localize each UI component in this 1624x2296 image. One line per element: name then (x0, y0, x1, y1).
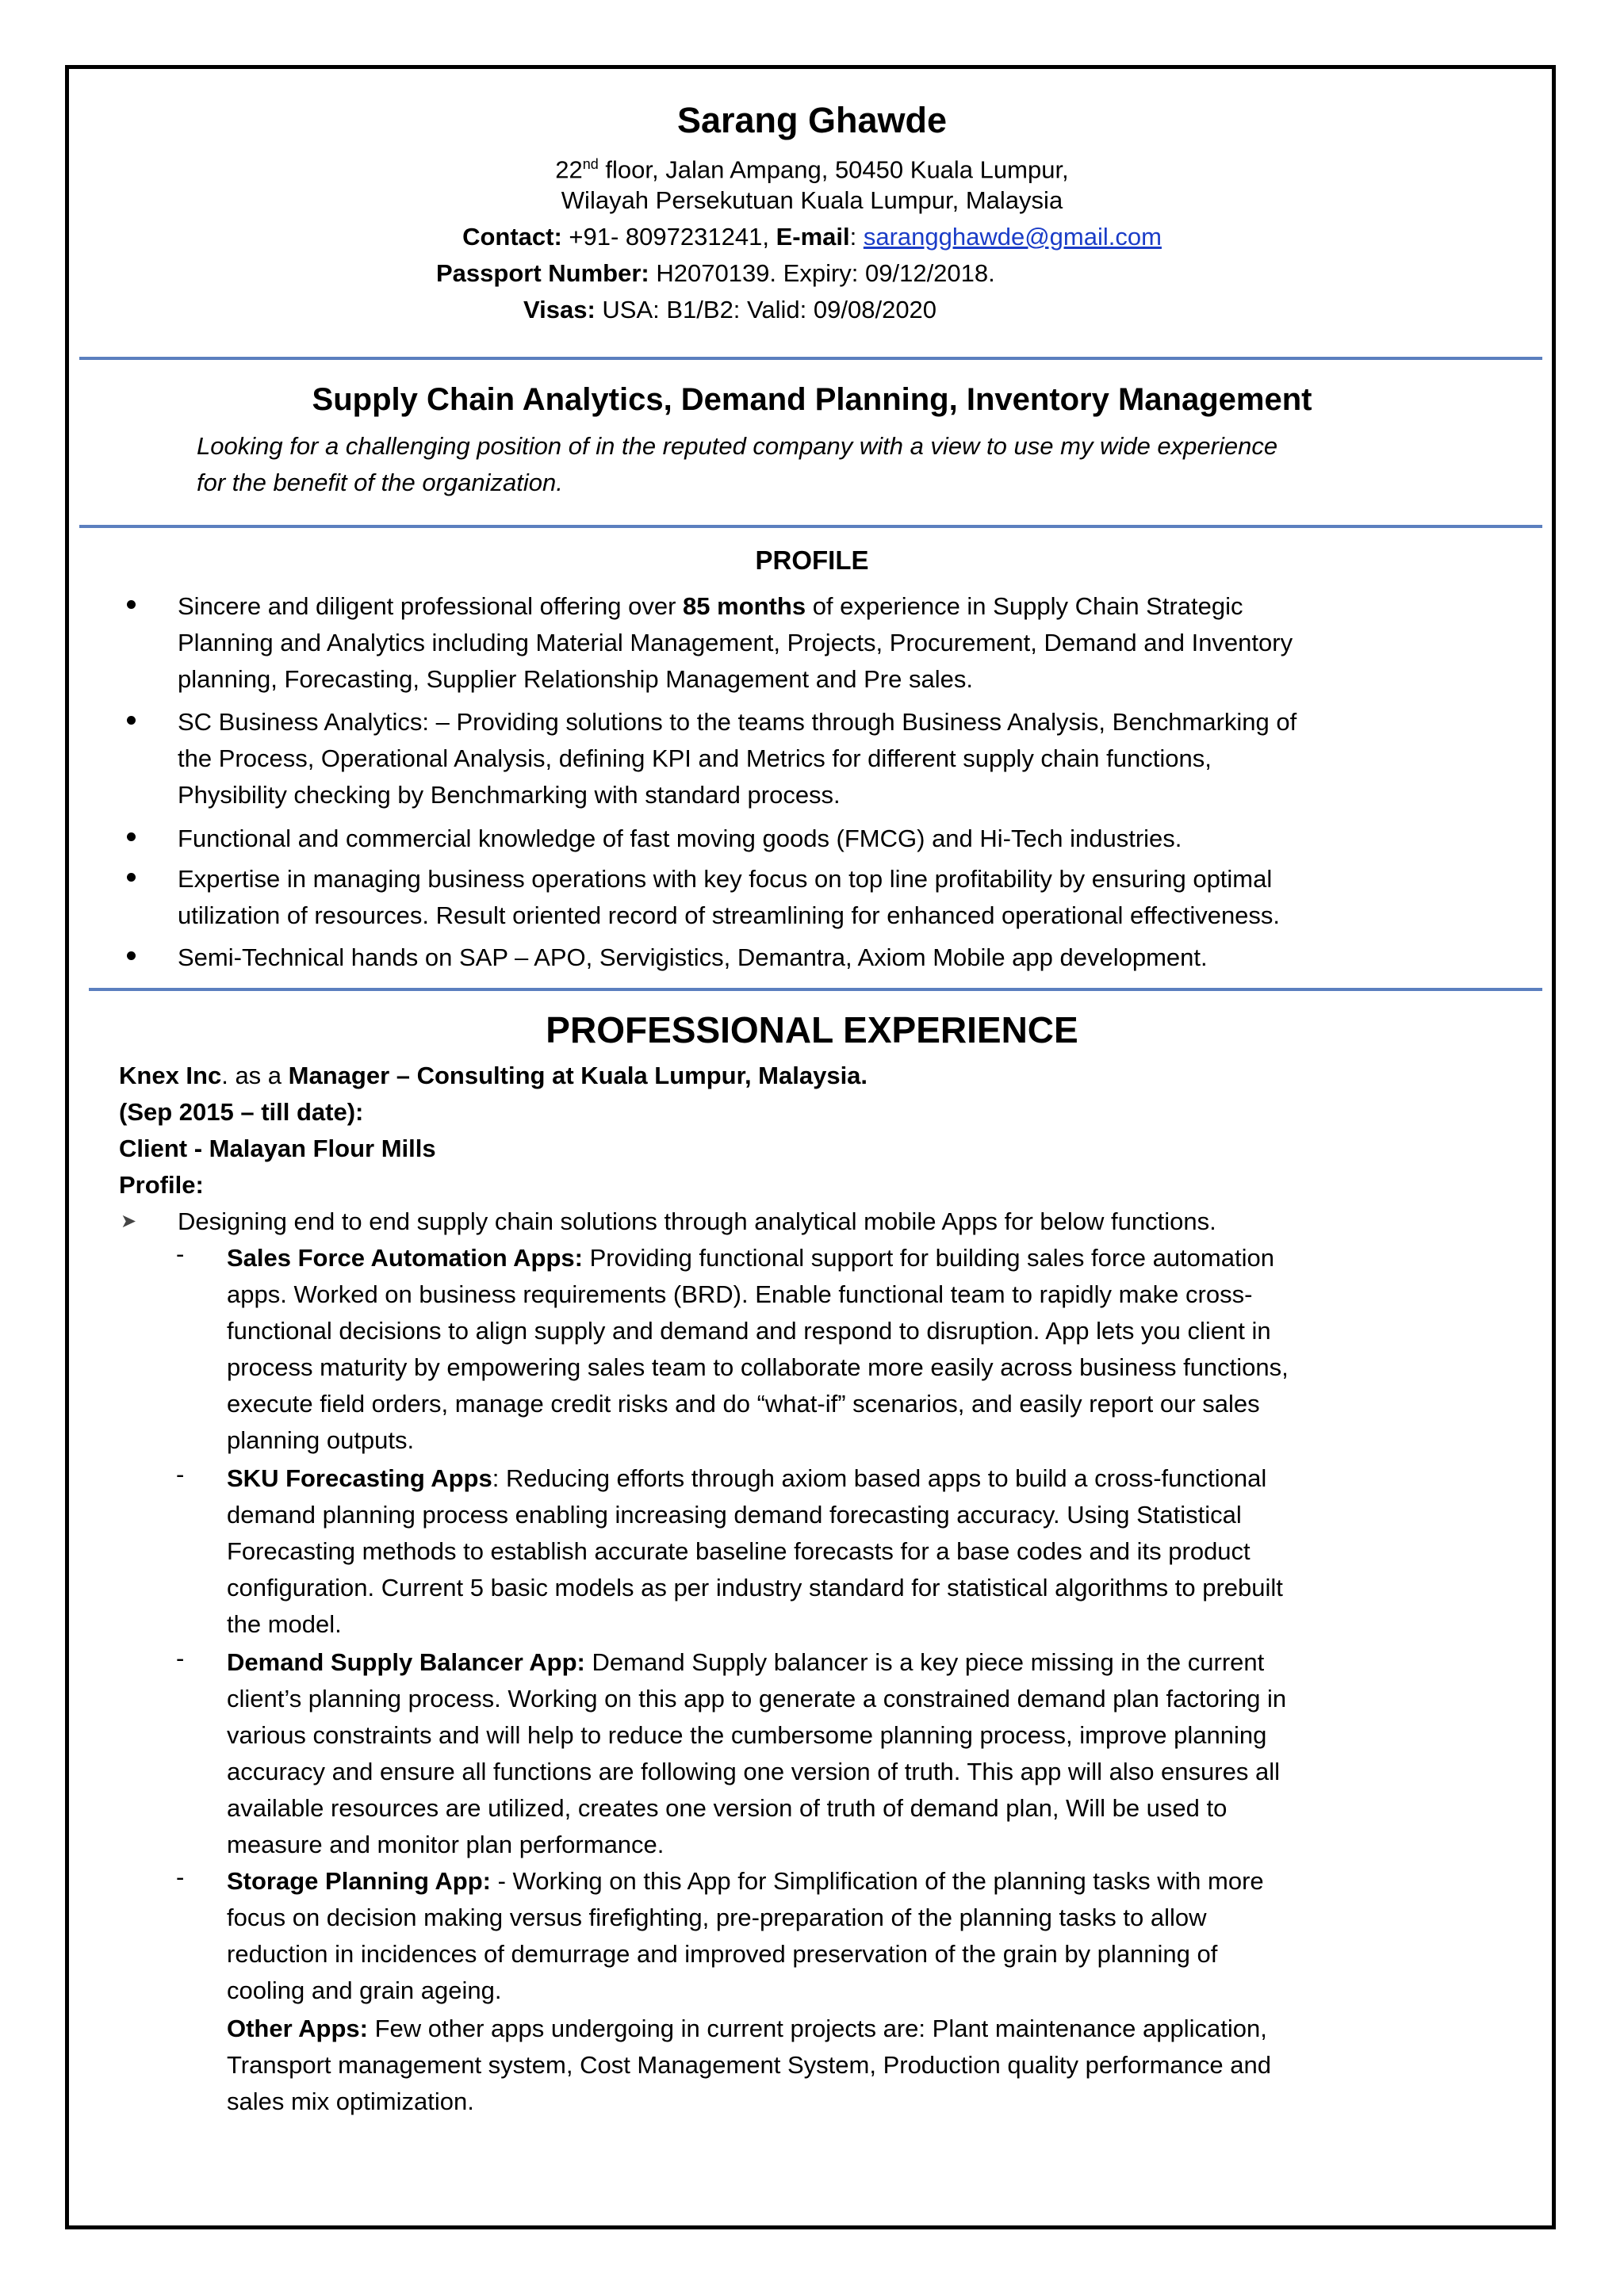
visas-value: USA: B1/B2: Valid: 09/08/2020 (595, 296, 937, 323)
dsb-block (227, 1644, 1392, 1863)
profile-item-4 (178, 861, 1431, 934)
visas-label: Visas: (523, 296, 596, 323)
dsb-line-3: various constraints and will help to reduce the cumbersome planning process, improve planning (227, 1721, 1267, 1749)
objective-line-1: Looking for a challenging position of in the reputed company with a view to use my wide experience (197, 432, 1278, 460)
experience-intro: Designing end to end supply chain solutions through analytical mobile Apps for below functions. (178, 1207, 1216, 1235)
dash-spa: - (176, 1863, 185, 1891)
sku-line-4: configuration. Current 5 basic models as per industry standard for statistical algorithms to prebuilt (227, 1574, 1283, 1601)
dash-sku: - (176, 1460, 185, 1488)
profile-item-4-line-1: Expertise in managing business operations with key focus on top line profitability by ensuring optimal (178, 865, 1273, 893)
text: Demand Supply balancer is a key piece missing in the current (584, 1648, 1265, 1676)
contact-label: Contact: (462, 223, 562, 251)
company-name: Knex Inc (119, 1062, 222, 1089)
spa-line-3: reduction in incidences of demurrage and improved preservation of the grain by planning of (227, 1940, 1218, 1968)
other-label: Other Apps: (227, 2015, 368, 2042)
spa-line-1 (227, 1863, 1392, 1900)
spa-line-2: focus on decision making versus firefighting, pre-preparation of the planning tasks to allow (227, 1904, 1207, 1931)
other-line-3: sales mix optimization. (227, 2087, 474, 2115)
sfa-line-3: functional decisions to align supply and demand and respond to disruption. App lets you client in (227, 1317, 1271, 1345)
sku-line-3: Forecasting methods to establish accurate baseline forecasts for a base codes and its product (227, 1537, 1251, 1565)
other-line-1 (227, 2011, 1392, 2047)
dsb-line-2: client’s planning process. Working on this app to generate a constrained demand plan factoring in (227, 1685, 1287, 1712)
address-street: floor, Jalan Ampang, 50450 Kuala Lumpur, (598, 155, 1069, 184)
other-apps-block (227, 2011, 1392, 2120)
arrow-bullet-icon: ➤ (121, 1211, 137, 1232)
bullet-5 (127, 951, 136, 960)
bullet-4 (127, 873, 136, 882)
candidate-name: Sarang Ghawde (676, 100, 948, 140)
profile-item-2-line-2: the Process, Operational Analysis, defining KPI and Metrics for different supply chain functions, (178, 744, 1212, 772)
email-separator: : (849, 223, 864, 251)
dash-dsb: - (176, 1644, 185, 1672)
sku-line-5: the model. (227, 1610, 342, 1638)
bullet-3 (127, 832, 136, 841)
text: . as a (221, 1062, 289, 1089)
profile-heading: PROFILE (755, 545, 869, 575)
objective-line-2: for the benefit of the organization. (197, 469, 563, 496)
address-line-2: Wilayah Persekutuan Kuala Lumpur, Malaysia (561, 186, 1063, 214)
divider-3 (89, 988, 1542, 991)
text: Sincere and diligent professional offering over (178, 592, 684, 620)
sku-block (227, 1460, 1392, 1643)
contact-line (0, 219, 1624, 255)
sfa-line-5: execute field orders, manage credit risks and do “what-if” scenarios, and easily report our sales (227, 1390, 1260, 1418)
divider-1 (79, 357, 1542, 360)
sfa-line-6: planning outputs. (227, 1426, 415, 1454)
visas-line (523, 292, 936, 328)
bullet-1 (127, 600, 136, 609)
dsb-line-4: accuracy and ensure all functions are following one version of truth. This app will also ensures all (227, 1758, 1280, 1785)
bullet-2 (127, 716, 136, 725)
floor-number: 22 (555, 155, 583, 184)
dsb-line-5: available resources are utilized, creates one version of truth of demand plan, Will be used to (227, 1794, 1228, 1822)
text: of experience in Supply Chain Strategic (806, 592, 1243, 620)
profile-label: Profile: (119, 1171, 204, 1199)
email-link[interactable]: sarangghawde@gmail.com (863, 223, 1162, 251)
employment-period: (Sep 2015 – till date): (119, 1098, 364, 1126)
objective-title: Supply Chain Analytics, Demand Planning, Inventory Management (312, 382, 1312, 417)
profile-item-2-line-3: Physibility checking by Benchmarking with standard process. (178, 781, 841, 809)
profile-item-1-line-2: Planning and Analytics including Material Management, Projects, Procurement, Demand and Inventory (178, 629, 1293, 656)
experience-heading: PROFESSIONAL EXPERIENCE (546, 1009, 1078, 1050)
divider-2 (79, 525, 1542, 528)
spa-line-4: cooling and grain ageing. (227, 1976, 502, 2004)
text: Few other apps undergoing in current projects are: Plant maintenance application, (367, 2015, 1267, 2042)
text: : Reducing efforts through axiom based apps to build a cross-functional (492, 1464, 1267, 1492)
months-highlight: 85 months (683, 592, 806, 620)
profile-item-3-line-1: Functional and commercial knowledge of fast moving goods (FMCG) and Hi-Tech industries. (178, 825, 1182, 852)
email-label: E-mail (776, 223, 850, 251)
profile-item-1-line-1 (178, 588, 1431, 625)
text: Providing functional support for building sales force automation (583, 1244, 1274, 1272)
profile-item-5-line-1: Semi-Technical hands on SAP – APO, Servigistics, Demantra, Axiom Mobile app development. (178, 943, 1208, 971)
profile-item-3 (178, 821, 1431, 857)
dash-sfa: - (176, 1240, 185, 1268)
sfa-label: Sales Force Automation Apps: (227, 1244, 583, 1272)
sfa-line-2: apps. Worked on business requirements (BRD). Enable functional team to rapidly make cross- (227, 1280, 1253, 1308)
dsb-line-6: measure and monitor plan performance. (227, 1831, 665, 1858)
profile-item-4-line-2: utilization of resources. Result oriented record of streamlining for enhanced operational effectiveness. (178, 901, 1281, 929)
profile-item-1 (178, 588, 1431, 698)
employer-line (119, 1058, 868, 1094)
sfa-line-4: process maturity by empowering sales team to collaborate more easily across business functions, (227, 1353, 1289, 1381)
sku-line-1 (227, 1460, 1392, 1497)
other-line-2: Transport management system, Cost Management System, Production quality performance and (227, 2051, 1271, 2079)
sfa-block (227, 1240, 1392, 1459)
passport-label: Passport Number: (436, 259, 649, 287)
profile-item-2 (178, 704, 1431, 813)
passport-value: H2070139. Expiry: 09/12/2018. (649, 259, 995, 287)
floor-suffix: nd (582, 156, 599, 172)
spa-block (227, 1863, 1392, 2009)
profile-item-5 (178, 939, 1431, 976)
contact-phone: +91- 8097231241, (561, 223, 776, 251)
dsb-line-1 (227, 1644, 1392, 1681)
sku-line-2: demand planning process enabling increasing demand forecasting accuracy. Using Statistical (227, 1501, 1242, 1529)
job-role: Manager – Consulting at Kuala Lumpur, Malaysia. (288, 1062, 868, 1089)
dsb-label: Demand Supply Balancer App: (227, 1648, 585, 1676)
client-name: Client - Malayan Flour Mills (119, 1135, 436, 1162)
sku-label: SKU Forecasting Apps (227, 1464, 492, 1492)
profile-item-2-line-1: SC Business Analytics: – Providing solutions to the teams through Business Analysis, Benchmarking of (178, 708, 1297, 736)
text: - Working on this App for Simplification of the planning tasks with more (490, 1867, 1264, 1895)
profile-item-1-line-3: planning, Forecasting, Supplier Relationship Management and Pre sales. (178, 665, 973, 693)
passport-line (436, 255, 995, 292)
spa-label: Storage Planning App: (227, 1867, 491, 1895)
sfa-line-1 (227, 1240, 1392, 1276)
